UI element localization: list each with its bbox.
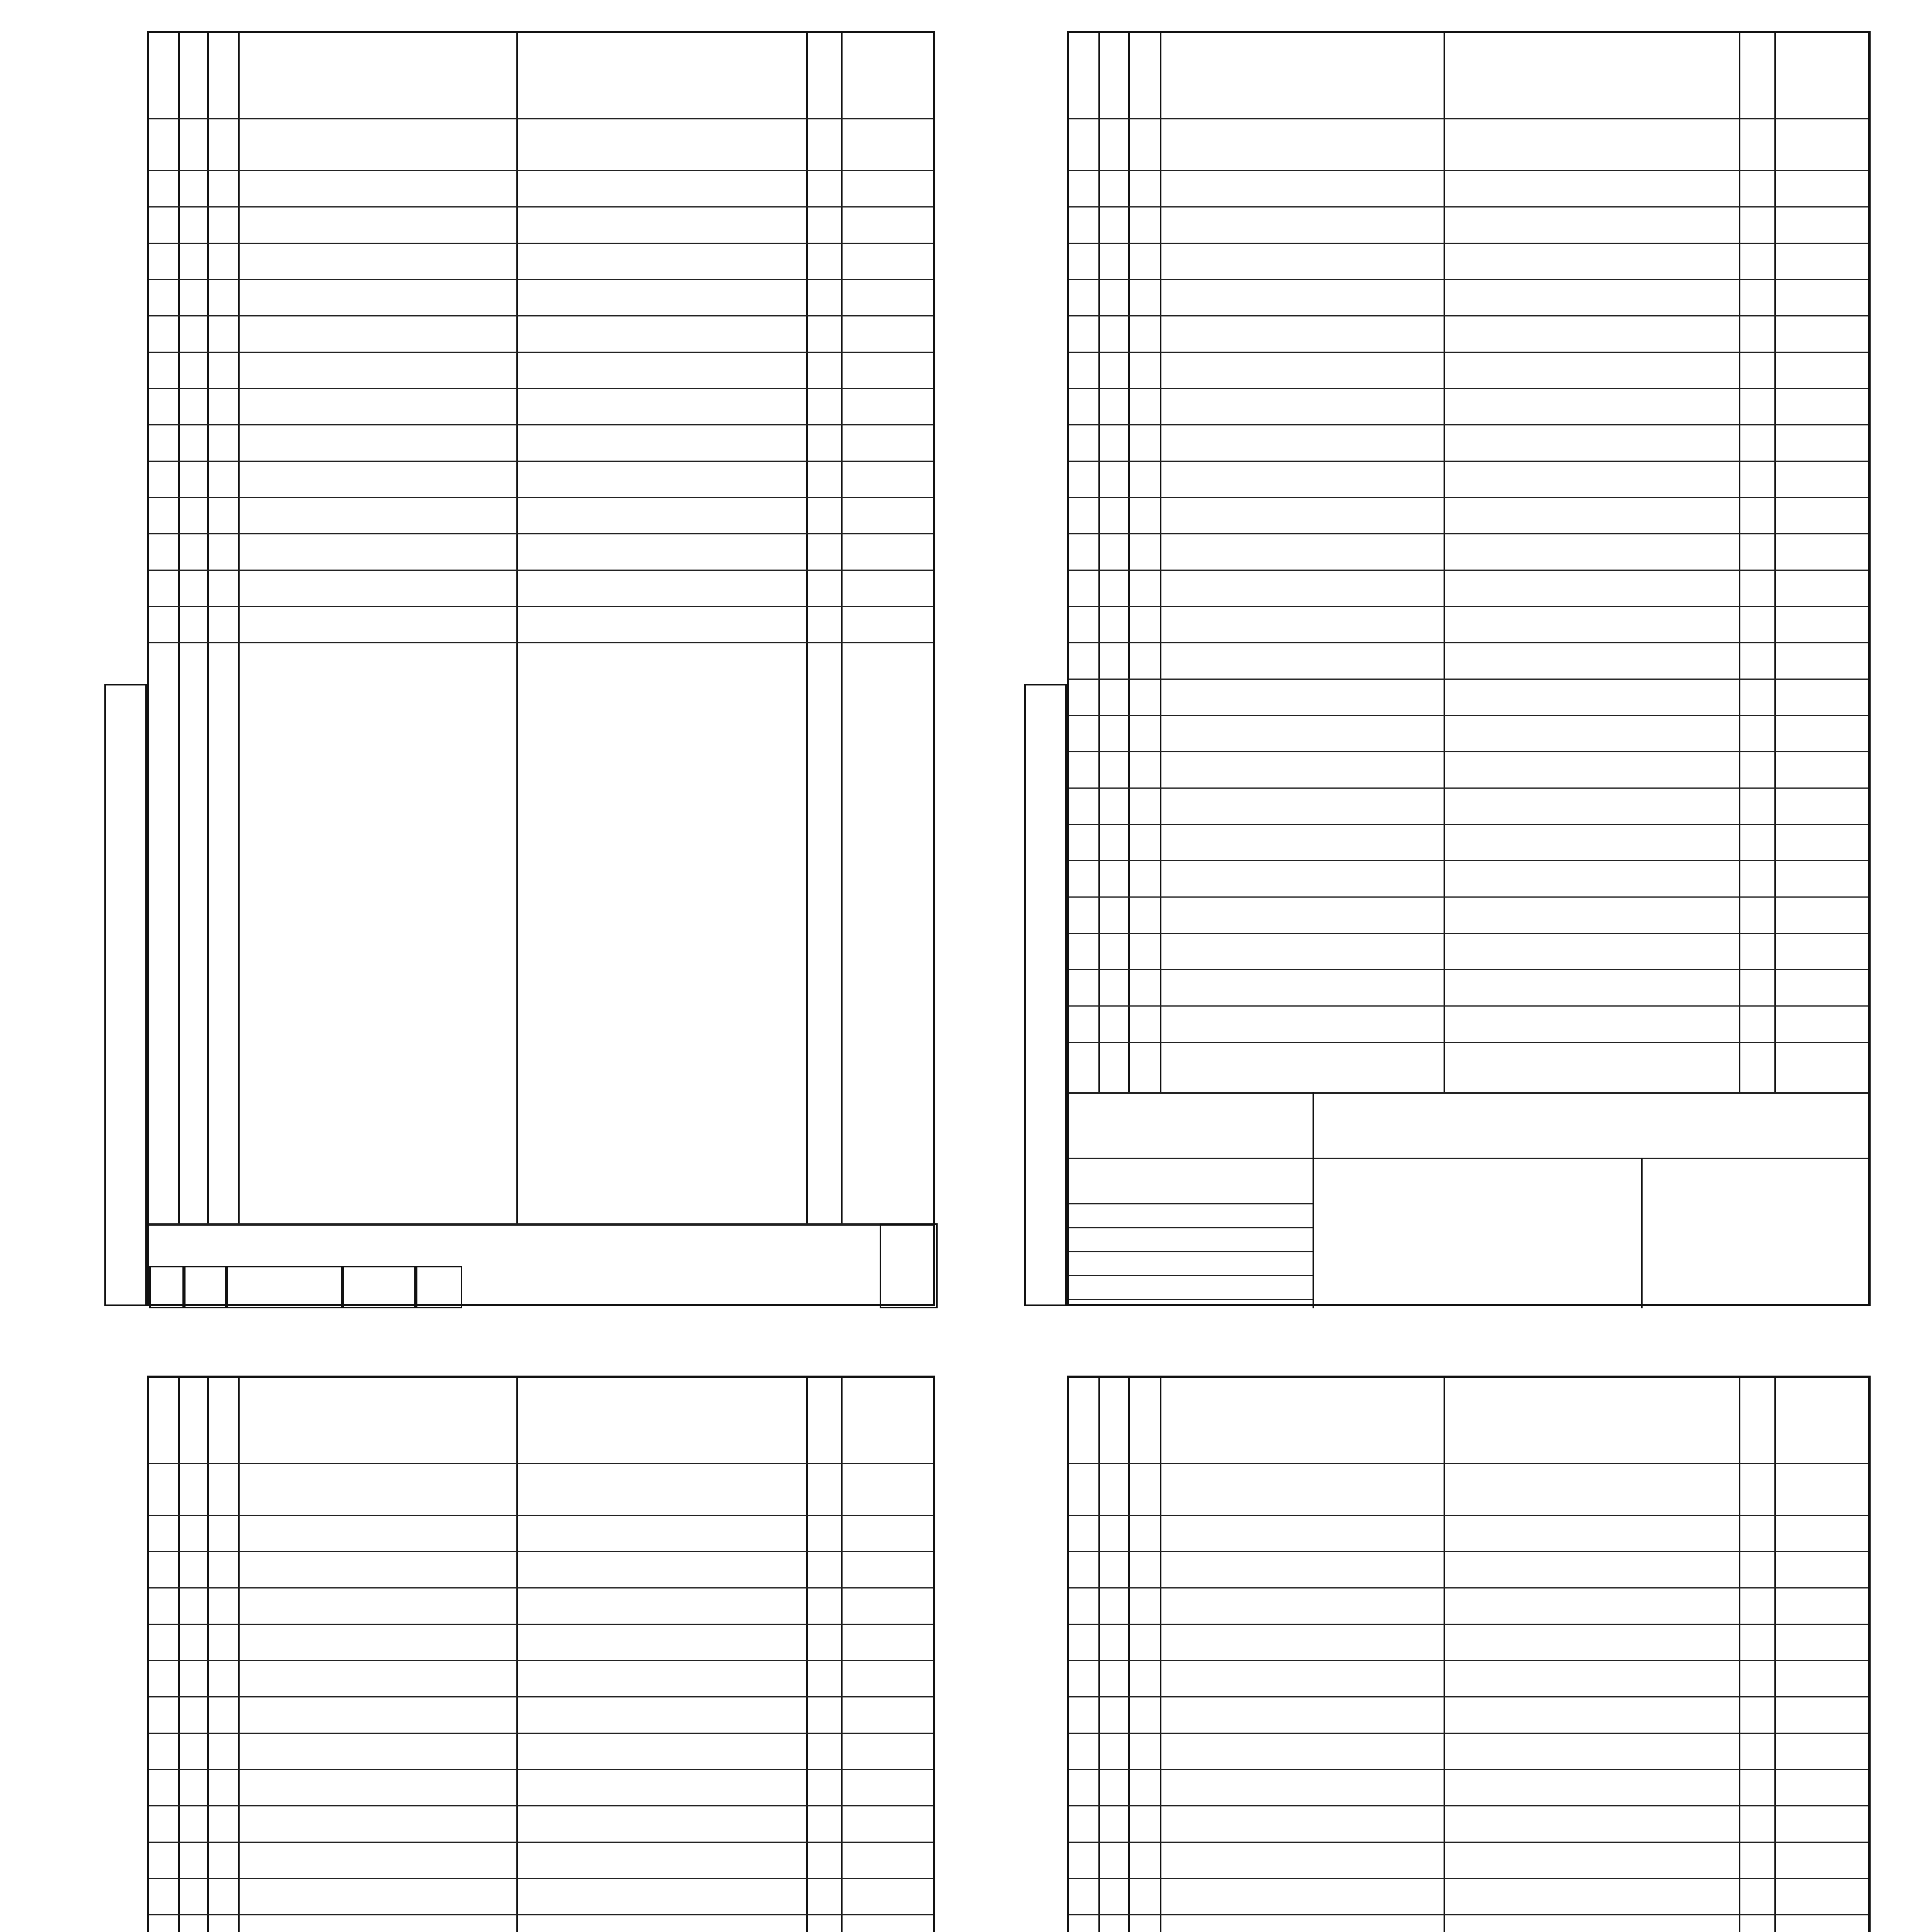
header-divider [149,1463,933,1464]
column-divider [207,33,209,1223]
stamp-divider [1313,1092,1314,1308]
row-line [149,206,933,207]
row-line [1069,170,1868,171]
row-line [1069,1805,1868,1806]
row-line [149,352,933,353]
spec-sheet-3 [147,1376,935,1932]
row-line [1069,606,1868,607]
row-line [149,533,933,534]
stamp-col [149,1266,184,1308]
sheet-frame [1067,1376,1871,1932]
stamp-role-line [1069,1203,1313,1204]
stamp-role-line [1069,1275,1313,1276]
row-line [1069,315,1868,316]
row-line [149,606,933,607]
row-line [1069,715,1868,716]
row-line [149,315,933,316]
row-line [1069,533,1868,534]
sheet-number-box [880,1223,938,1308]
row-line [1069,1878,1868,1879]
row-line [149,1660,933,1661]
row-line [1069,751,1868,752]
row-line [1069,1733,1868,1734]
row-line [1069,969,1868,970]
column-divider [238,33,240,1223]
row-line [1069,352,1868,353]
spec-sheet-1 [147,31,935,1337]
binding-strip [104,684,147,1306]
row-line [149,243,933,244]
row-line [149,388,933,389]
header-divider [1069,118,1868,119]
row-line [149,1878,933,1879]
stamp-mid-line [1069,1158,1868,1159]
row-line [149,1842,933,1843]
row-line [1069,243,1868,244]
stamp-role-line [1069,1251,1313,1252]
row-line [149,1696,933,1697]
row-line [1069,206,1868,207]
row-line [149,1551,933,1552]
column-divider [1128,1378,1130,1932]
row-line [1069,1551,1868,1552]
row-line [1069,424,1868,425]
stamp-col [226,1266,342,1308]
column-divider [516,1378,518,1932]
row-line [1069,1624,1868,1625]
row-line [1069,787,1868,789]
stamp-role-line [1069,1227,1313,1228]
row-line [1069,896,1868,898]
row-line [1069,570,1868,571]
row-line [1069,1042,1868,1043]
row-line [1069,1696,1868,1697]
row-line [1069,933,1868,934]
stamp-top-line [149,1223,933,1226]
row-line [149,497,933,498]
row-line [1069,1842,1868,1843]
row-line [149,170,933,171]
row-line [149,1587,933,1588]
row-line [149,279,933,280]
row-line [1069,279,1868,280]
stamp-divider [1641,1158,1643,1308]
row-line [149,1769,933,1770]
stamp-col [184,1266,226,1308]
header-divider [1069,1463,1868,1464]
row-line [149,1515,933,1516]
row-line [149,642,933,643]
column-divider [841,1378,843,1932]
column-divider [178,1378,180,1932]
row-line [1069,497,1868,498]
column-divider [1160,1378,1161,1932]
row-line [1069,860,1868,861]
row-line [1069,642,1868,643]
column-divider [238,1378,240,1932]
column-divider [516,33,518,1223]
row-line [1069,1769,1868,1770]
sheet-frame [1067,31,1871,1306]
column-divider [207,1378,209,1932]
sheet-frame [147,1376,935,1932]
row-line [149,461,933,462]
stamp-role-line [1069,1299,1313,1300]
row-line [149,570,933,571]
row-line [1069,1660,1868,1661]
row-line [149,1914,933,1915]
column-divider [1739,1378,1740,1932]
row-line [149,424,933,425]
stamp-col [342,1266,416,1308]
row-line [1069,1005,1868,1007]
column-divider [806,33,808,1223]
binding-strip [1024,684,1067,1306]
row-line [1069,388,1868,389]
header-divider [149,118,933,119]
row-line [1069,679,1868,680]
row-line [149,1624,933,1625]
sheet-frame [147,31,935,1306]
row-line [149,1733,933,1734]
row-line [1069,1515,1868,1516]
row-line [1069,824,1868,825]
column-divider [1444,1378,1445,1932]
column-divider [1774,1378,1776,1932]
stamp-top-line [1069,1092,1868,1094]
spec-sheet-4 [1067,1376,1871,1932]
column-divider [841,33,843,1223]
row-line [1069,1587,1868,1588]
column-divider [178,33,180,1223]
row-line [149,1805,933,1806]
column-divider [806,1378,808,1932]
row-line [1069,1914,1868,1915]
row-line [1069,461,1868,462]
stamp-col [416,1266,462,1308]
spec-sheet-2 [1067,31,1871,1337]
column-divider [1098,1378,1100,1932]
